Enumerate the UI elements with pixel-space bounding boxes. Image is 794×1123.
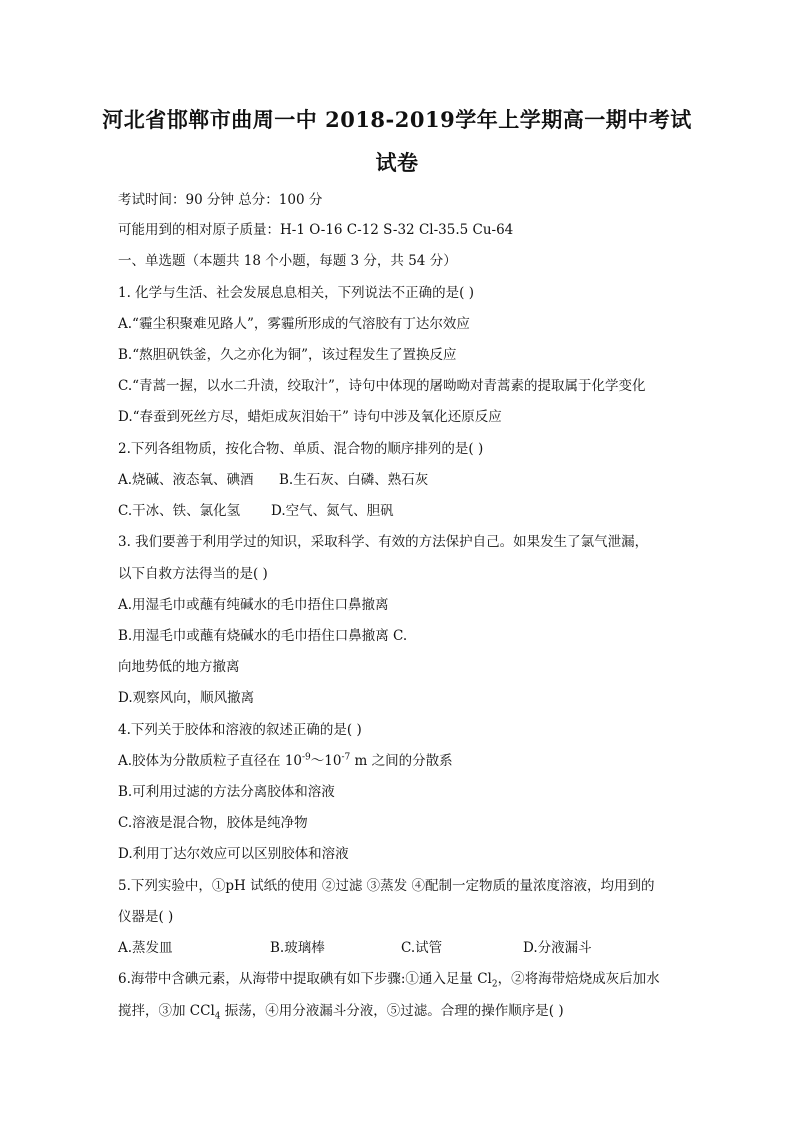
- q6-subscript-ccl: 4: [214, 1011, 221, 1022]
- q4-option-a-range: ～10: [310, 753, 342, 769]
- page-title-continued: 试卷: [375, 150, 419, 175]
- q5-stem-continued: 仪器是( ): [118, 909, 174, 925]
- q2-option-d: D.空气、氮气、胆矾: [271, 503, 394, 519]
- q1-option-c: C.“青蒿一握，以水二升渍，绞取汁”，诗句中体现的屠呦呦对青蒿素的提取属于化学变化: [118, 378, 646, 394]
- q6-stem-text-4: 振荡，④用分液漏斗分液，⑤过滤。合理的操作顺序是( ): [220, 1003, 564, 1019]
- q2-option-a: A.烧碱、液态氧、碘酒: [118, 472, 254, 488]
- q3-option-d: D.观察风向，顺风撤离: [118, 690, 255, 706]
- section-heading: 一、单选题（本题共 18 个小题，每题 3 分，共 54 分）: [118, 253, 457, 269]
- q6-stem-continued: [118, 999, 564, 1022]
- q1-option-b: B.“熬胆矾铁釜，久之亦化为铜”，该过程发生了置换反应: [118, 347, 457, 363]
- q3-option-a: A.用湿毛巾或蘸有纯碱水的毛巾捂住口鼻撤离: [118, 597, 389, 613]
- q4-exponent-1: -9: [302, 752, 311, 763]
- q4-option-a-tail: m 之间的分散系: [350, 753, 453, 769]
- q2-option-b: B.生石灰、白磷、熟石灰: [279, 472, 429, 488]
- q5-option-c: C.试管: [401, 940, 443, 956]
- q1-option-a: A.“霾尘积聚难见路人”，雾霾所形成的气溶胶有丁达尔效应: [118, 316, 470, 332]
- q1-stem: 1. 化学与生活、社会发展息息相关，下列说法不正确的是( ): [118, 285, 474, 301]
- q6-stem-text-2: ，②将海带焙烧成灰后加水: [497, 971, 660, 987]
- q6-subscript-cl: 2: [491, 979, 498, 990]
- q4-option-c: C.溶液是混合物，胶体是纯净物: [118, 815, 308, 831]
- q4-stem: 4.下列关于胶体和溶液的叙述正确的是( ): [118, 722, 362, 738]
- q3-option-c: 向地势低的地方撤离: [118, 659, 240, 675]
- q3-stem: 3. 我们要善于利用学过的知识，采取科学、有效的方法保护自己。如果发生了氯气泄漏，: [118, 534, 649, 550]
- q4-option-d: D.利用丁达尔效应可以区别胶体和溶液: [118, 846, 349, 862]
- q4-option-a-text: A.胶体为分散质粒子直径在 10: [118, 753, 303, 769]
- page-title: 河北省邯郸市曲周一中 2018-2019学年上学期高一期中考试: [102, 107, 692, 132]
- q4-exponent-2: -7: [341, 752, 351, 763]
- q3-option-b: B.用湿毛巾或蘸有烧碱水的毛巾捂住口鼻撤离 C.: [118, 628, 408, 644]
- q5-option-d: D.分液漏斗: [523, 940, 592, 956]
- q5-option-b: B.玻璃棒: [270, 940, 325, 956]
- q2-stem: 2.下列各组物质，按化合物、单质、混合物的顺序排列的是( ): [118, 441, 484, 457]
- q4-option-b: B.可利用过滤的方法分离胶体和溶液: [118, 784, 335, 800]
- atomic-masses: 可能用到的相对原子质量：H-1 O-16 C-12 S-32 Cl-35.5 Cu-64: [118, 222, 514, 238]
- q6-stem: [118, 967, 660, 990]
- q6-stem-text: 6.海带中含碘元素，从海带中提取碘有如下步骤:①通入足量 Cl: [118, 971, 492, 987]
- exam-time-score: 考试时间：90 分钟 总分：100 分: [118, 192, 323, 208]
- q6-stem-text-3: 搅拌，③加 CCl: [118, 1003, 215, 1019]
- q5-stem: 5.下列实验中，①pH 试纸的使用 ②过滤 ③蒸发 ④配制一定物质的量浓度溶液，均用到的: [118, 878, 655, 894]
- q2-option-c: C.干冰、铁、氯化氢: [118, 503, 241, 519]
- q4-option-a: [118, 749, 453, 769]
- q3-stem-continued: 以下自救方法得当的是( ): [118, 566, 268, 582]
- q1-option-d: D.“春蚕到死丝方尽，蜡炬成灰泪始干” 诗句中涉及氧化还原反应: [118, 409, 502, 425]
- q5-option-a: A.蒸发皿: [118, 940, 173, 956]
